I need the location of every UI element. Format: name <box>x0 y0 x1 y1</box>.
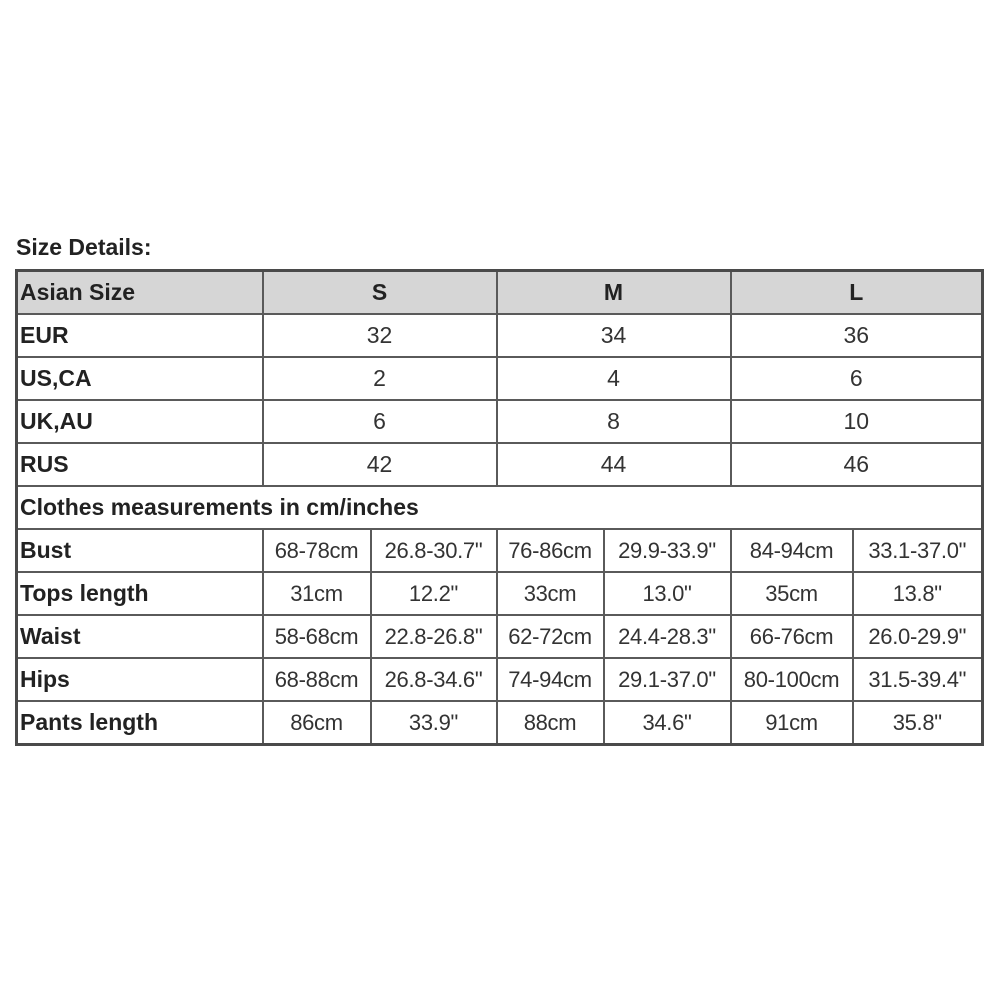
uk-au-m: 8 <box>497 400 731 443</box>
pants-length-l-cm: 91cm <box>731 701 853 745</box>
size-m-header: M <box>497 271 731 315</box>
hips-s-in: 26.8-34.6" <box>371 658 497 701</box>
hips-s-cm: 68-88cm <box>263 658 371 701</box>
row-label: Waist <box>17 615 263 658</box>
size-l-header: L <box>731 271 983 315</box>
uk-au-row <box>17 400 983 443</box>
tops-length-l-in: 13.8" <box>853 572 983 615</box>
bust-m-in: 29.9-33.9" <box>604 529 731 572</box>
pants-length-m-cm: 88cm <box>497 701 604 745</box>
us-ca-m: 4 <box>497 357 731 400</box>
pants-length-l-in: 35.8" <box>853 701 983 745</box>
hips-l-cm: 80-100cm <box>731 658 853 701</box>
bust-l-in: 33.1-37.0" <box>853 529 983 572</box>
row-label: UK,AU <box>17 400 263 443</box>
rus-s: 42 <box>263 443 497 486</box>
size-chart-table <box>15 269 984 746</box>
waist-l-in: 26.0-29.9" <box>853 615 983 658</box>
hips-l-in: 31.5-39.4" <box>853 658 983 701</box>
size-s-header: S <box>263 271 497 315</box>
hips-m-cm: 74-94cm <box>497 658 604 701</box>
eur-row <box>17 314 983 357</box>
measurements-heading: Clothes measurements in cm/inches <box>17 486 983 529</box>
eur-m: 34 <box>497 314 731 357</box>
waist-m-in: 24.4-28.3" <box>604 615 731 658</box>
hips-m-in: 29.1-37.0" <box>604 658 731 701</box>
bust-m-cm: 76-86cm <box>497 529 604 572</box>
page-title: Size Details: <box>16 234 152 260</box>
tops-length-s-in: 12.2" <box>371 572 497 615</box>
waist-l-cm: 66-76cm <box>731 615 853 658</box>
waist-row <box>17 615 983 658</box>
pants-length-s-in: 33.9" <box>371 701 497 745</box>
tops-length-row <box>17 572 983 615</box>
uk-au-l: 10 <box>731 400 983 443</box>
waist-s-in: 22.8-26.8" <box>371 615 497 658</box>
pants-length-row <box>17 701 983 745</box>
header-row <box>17 271 983 315</box>
tops-length-m-in: 13.0" <box>604 572 731 615</box>
bust-s-in: 26.8-30.7" <box>371 529 497 572</box>
pants-length-m-in: 34.6" <box>604 701 731 745</box>
pants-length-s-cm: 86cm <box>263 701 371 745</box>
waist-s-cm: 58-68cm <box>263 615 371 658</box>
bust-row <box>17 529 983 572</box>
tops-length-m-cm: 33cm <box>497 572 604 615</box>
measurements-heading-row <box>17 486 983 529</box>
row-label: Bust <box>17 529 263 572</box>
bust-s-cm: 68-78cm <box>263 529 371 572</box>
rus-l: 46 <box>731 443 983 486</box>
row-label: Pants length <box>17 701 263 745</box>
row-label: EUR <box>17 314 263 357</box>
bust-l-cm: 84-94cm <box>731 529 853 572</box>
eur-s: 32 <box>263 314 497 357</box>
us-ca-l: 6 <box>731 357 983 400</box>
tops-length-s-cm: 31cm <box>263 572 371 615</box>
asian-size-label: Asian Size <box>17 271 263 315</box>
row-label: RUS <box>17 443 263 486</box>
row-label: Hips <box>17 658 263 701</box>
eur-l: 36 <box>731 314 983 357</box>
hips-row <box>17 658 983 701</box>
row-label: US,CA <box>17 357 263 400</box>
us-ca-s: 2 <box>263 357 497 400</box>
tops-length-l-cm: 35cm <box>731 572 853 615</box>
row-label: Tops length <box>17 572 263 615</box>
waist-m-cm: 62-72cm <box>497 615 604 658</box>
uk-au-s: 6 <box>263 400 497 443</box>
rus-m: 44 <box>497 443 731 486</box>
rus-row <box>17 443 983 486</box>
us-ca-row <box>17 357 983 400</box>
